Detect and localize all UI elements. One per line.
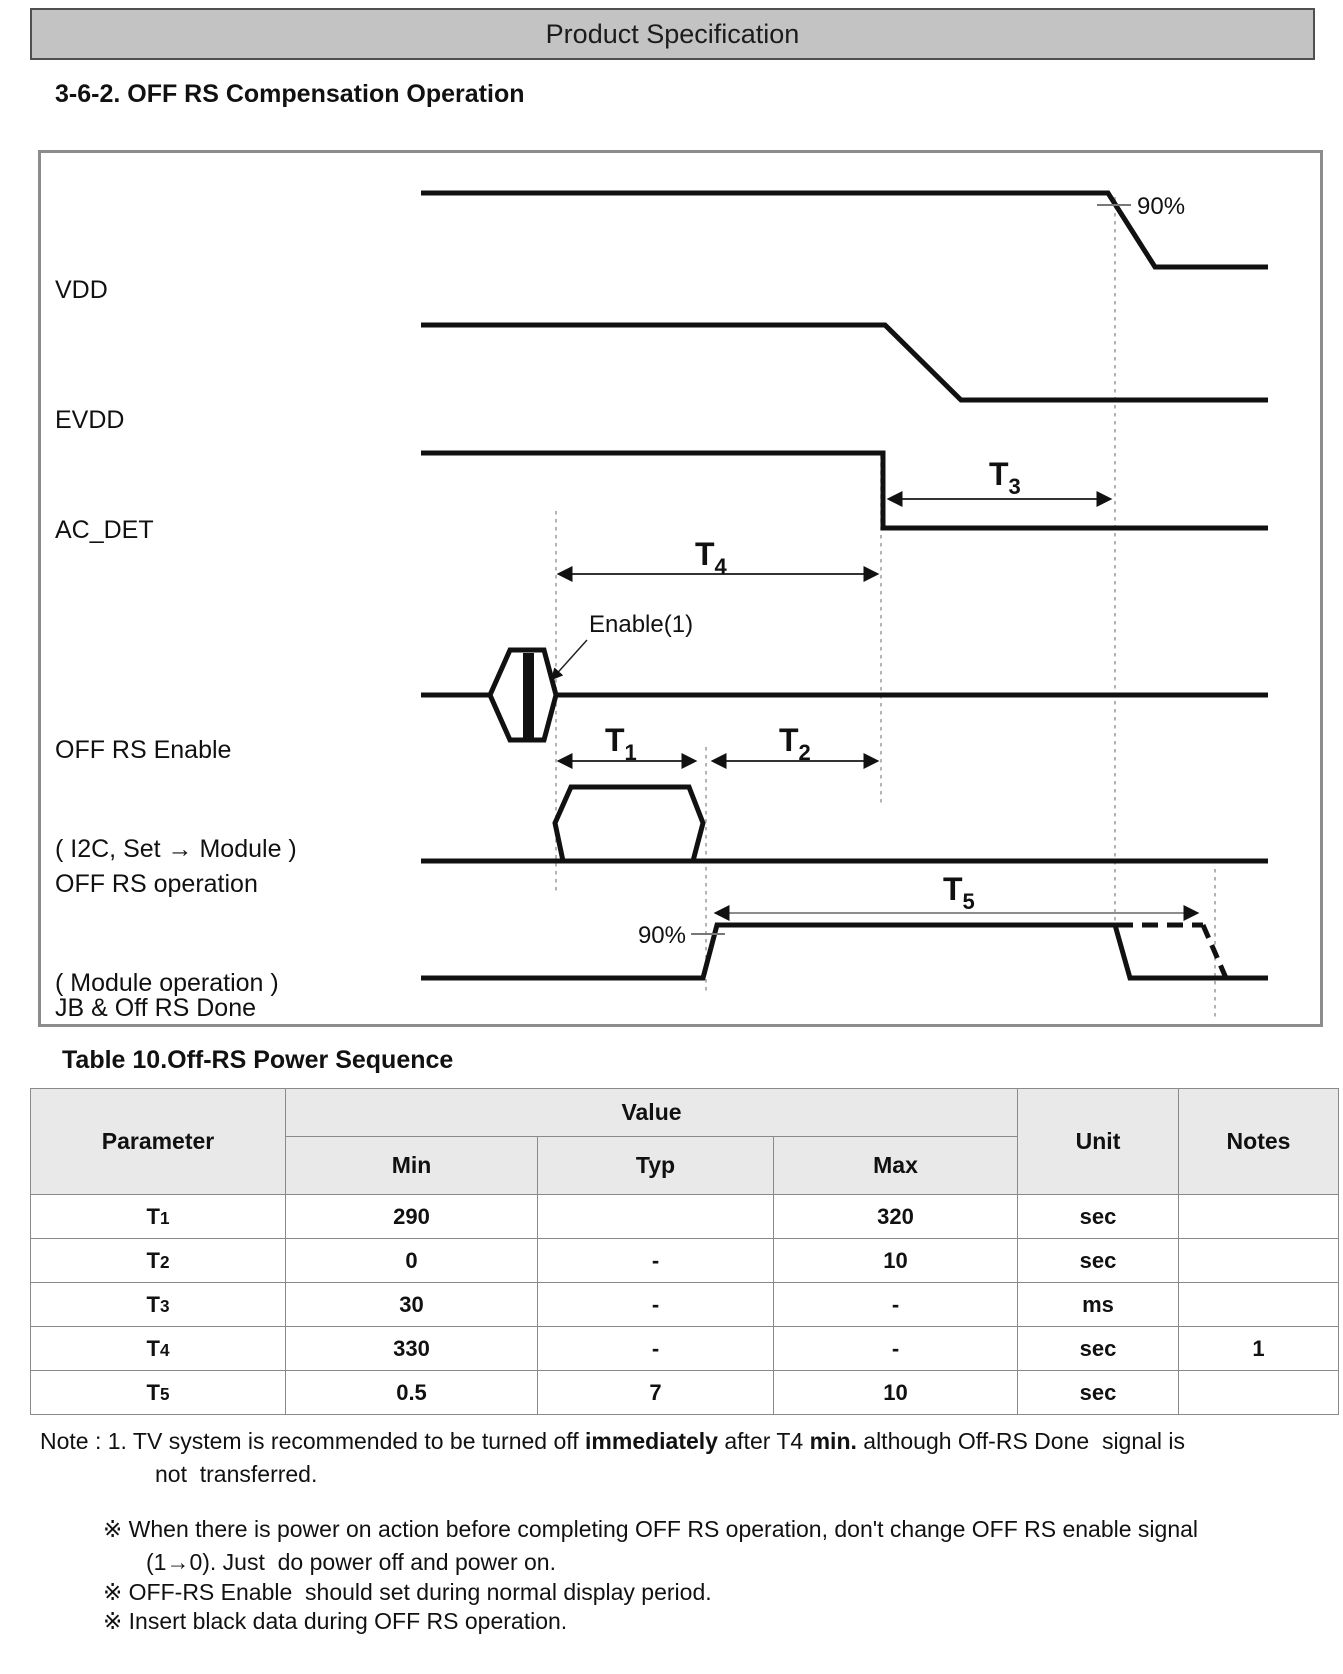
table-row-t1 [31, 1195, 1339, 1239]
t3-label: $T_3$ [989, 456, 1021, 499]
signal-label-acdet: AC_DET [55, 516, 154, 544]
jb-done-waveform [421, 925, 1268, 978]
table-row-t2 [31, 1239, 1339, 1283]
max-cell: 320 [774, 1195, 1018, 1239]
offrs-enable-pulse-bar [523, 653, 534, 738]
notes-cell [1179, 1195, 1339, 1239]
document-title: Product Specification [545, 18, 800, 49]
col-header-typ: Typ [538, 1137, 774, 1195]
unit-cell: sec [1018, 1195, 1179, 1239]
notes-cell: 1 [1179, 1327, 1339, 1371]
param-cell: T4 [31, 1327, 286, 1371]
signal-label-offrs-operation: OFF RS operation ( Module operation ) [55, 870, 279, 997]
param-cell: T5 [31, 1371, 286, 1415]
t1-label: $T_1$ [605, 722, 637, 765]
min-cell: 290 [286, 1195, 538, 1239]
col-header-parameter: Parameter [31, 1089, 286, 1195]
max-cell: 10 [774, 1371, 1018, 1415]
t2-label: $T_2$ [779, 722, 811, 765]
jb-90pct-label: 90% [637, 922, 686, 949]
table-row-t4 [31, 1327, 1339, 1371]
note-bullet-2: ※ OFF-RS Enable should set during normal display period. [103, 1579, 712, 1605]
signal-label-vdd: VDD [55, 276, 108, 304]
signal-label-evdd: EVDD [55, 406, 125, 434]
typ-cell: - [538, 1283, 774, 1327]
typ-cell: - [538, 1239, 774, 1283]
power-sequence-table [30, 1088, 1339, 1415]
t5-label: $T_5$ [943, 871, 975, 914]
t4-label: $T_4$ [695, 536, 727, 579]
table-row-t3 [31, 1283, 1339, 1327]
notes-cell [1179, 1371, 1339, 1415]
evdd-waveform [421, 325, 1268, 400]
note-bullet-1-line-2: (1→0). Just do power off and power on. [146, 1549, 556, 1575]
note-1-line-1: Note : 1. TV system is recommended to be turned off immediately after T4 min. although Off-RS Done signal is [40, 1428, 1186, 1454]
enable-callout-arrow [552, 640, 587, 679]
note-bullet-1-line-1: ※ When there is power on action before completing OFF RS operation, don't change OFF RS enable signal [103, 1516, 1199, 1542]
max-cell: 10 [774, 1239, 1018, 1283]
reference-mark: ※ [103, 1516, 129, 1542]
section-title: 3-6-2. OFF RS Compensation Operation [55, 80, 525, 108]
col-header-unit: Unit [1018, 1089, 1179, 1195]
enable-callout-label: Enable(1) [589, 611, 694, 638]
param-cell: T2 [31, 1239, 286, 1283]
vdd-90pct-label: 90% [1137, 193, 1186, 220]
acdet-waveform [421, 453, 1268, 528]
offrs-operation-pulse [555, 787, 703, 861]
min-cell: 0.5 [286, 1371, 538, 1415]
col-header-value: Value [286, 1089, 1018, 1137]
notes-cell [1179, 1239, 1339, 1283]
typ-cell: 7 [538, 1371, 774, 1415]
unit-cell: ms [1018, 1283, 1179, 1327]
note-bullet-3: ※ Insert black data during OFF RS operation. [103, 1608, 568, 1634]
param-cell: T3 [31, 1283, 286, 1327]
document-header-bar [30, 8, 1315, 60]
typ-cell [538, 1195, 774, 1239]
notes-cell [1179, 1283, 1339, 1327]
signal-label-offrs-enable: OFF RS Enable ( I2C, Set → Module ) [55, 736, 297, 863]
signal-label-jb-done: JB & Off RS Done [55, 994, 257, 1022]
reference-mark: ※ [103, 1579, 129, 1605]
unit-cell: sec [1018, 1327, 1179, 1371]
col-header-notes: Notes [1179, 1089, 1339, 1195]
min-cell: 30 [286, 1283, 538, 1327]
jb-done-dashed-fall [1203, 925, 1226, 978]
col-header-max: Max [774, 1137, 1018, 1195]
min-cell: 330 [286, 1327, 538, 1371]
max-cell: - [774, 1283, 1018, 1327]
table-row-t5 [31, 1371, 1339, 1415]
min-cell: 0 [286, 1239, 538, 1283]
note-1-line-2: not transferred. [155, 1461, 318, 1487]
unit-cell: sec [1018, 1371, 1179, 1415]
col-header-min: Min [286, 1137, 538, 1195]
max-cell: - [774, 1327, 1018, 1371]
param-cell: T1 [31, 1195, 286, 1239]
reference-mark: ※ [103, 1608, 129, 1634]
unit-cell: sec [1018, 1239, 1179, 1283]
table-title: Table 10.Off-RS Power Sequence [62, 1046, 454, 1074]
typ-cell: - [538, 1327, 774, 1371]
